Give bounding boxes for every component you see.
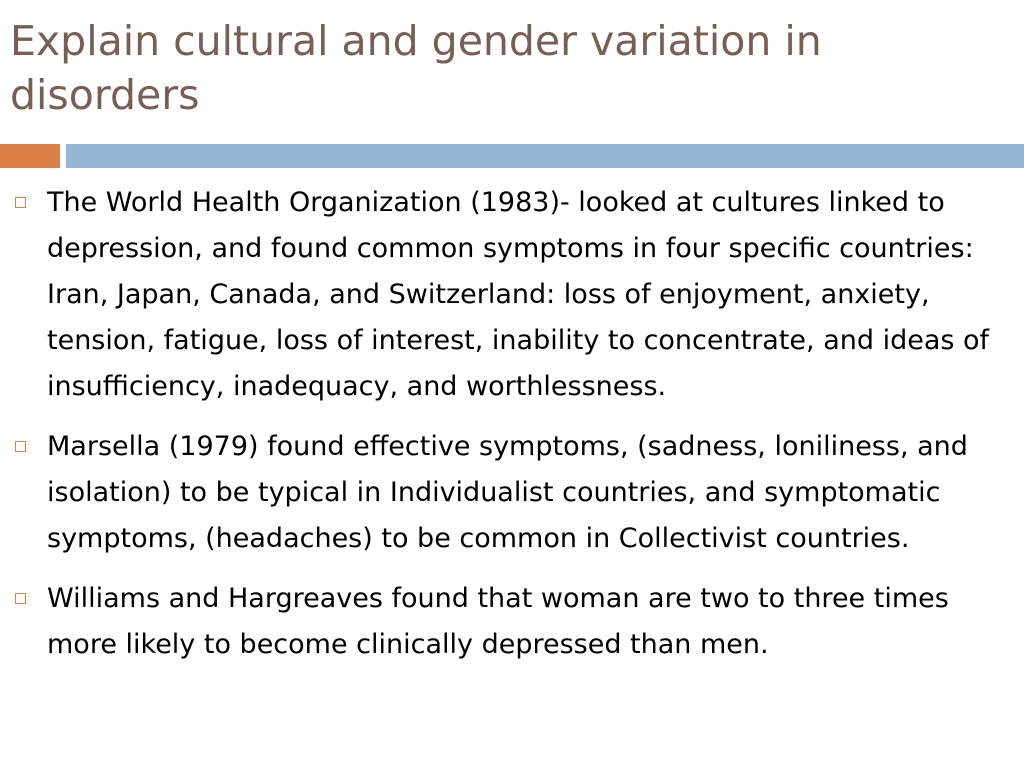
- bullet-list: [0, 180, 1024, 682]
- bullet-item-marsella-1979: [0, 424, 1024, 562]
- hollow-square-bullet-icon: [15, 441, 26, 452]
- bullet-text: Marsella (1979) found effective symptoms, (sadness, loniliness, and isolation) to be typical in Individualist countries, and symptomatic symptoms, (headaches) to be common in Collectivist countries.: [47, 431, 968, 554]
- hollow-square-bullet-icon: [15, 197, 26, 208]
- bullet-text: The World Health Organization (1983)- looked at cultures linked to depression, and found common symptoms in four specific countries: Iran, Japan, Canada, and Switzerland: loss of enjoyment, anxiety, tension, fatigue, loss of interest, inability to concentrate, and ideas of insufficiency, inadequacy, and worthlessness.: [47, 187, 990, 402]
- hollow-square-bullet-icon: [15, 593, 26, 604]
- title-accent-bar-blue: [66, 144, 1024, 168]
- bullet-item-who-1983: [0, 180, 1024, 410]
- bullet-text: Williams and Hargreaves found that woman are two to three times more likely to become clinically depressed than men.: [47, 583, 949, 660]
- slide-title: Explain cultural and gender variation in disorders: [10, 17, 822, 119]
- title-accent-bar-orange: [0, 144, 60, 168]
- bullet-item-williams-hargreaves: [0, 576, 1024, 668]
